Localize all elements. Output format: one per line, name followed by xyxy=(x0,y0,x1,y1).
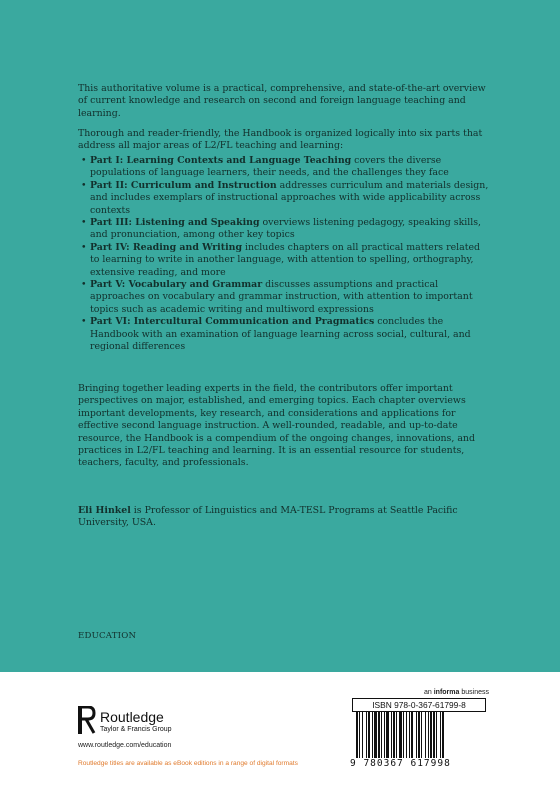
intro-paragraph: This authoritative volume is a practical, comprehensive, and state-of-the-art overview of current knowledge and research on second and foreign language teaching and learning. xyxy=(78,83,486,119)
part-title: Part VI: Intercultural Communication and Pragmatics xyxy=(90,316,375,328)
subject-category: EDUCATION xyxy=(78,631,137,641)
publisher-website: www.routledge.com/education xyxy=(78,742,172,749)
list-item: • Part III: Listening and Speaking overviews listening pedagogy, speaking skills, and pronunciation, among other key topics xyxy=(81,217,482,241)
list-item: • Part I: Learning Contexts and Language Teaching covers the diverse populations of language learners, their needs, and the challenges they face xyxy=(81,155,449,179)
part-title: Part III: Listening and Speaking xyxy=(90,217,260,229)
list-item: • Part VI: Intercultural Communication and Pragmatics concludes the Handbook with an examination of language learning across social, cultural, and regional differences xyxy=(81,316,471,353)
part-title: Part V: Vocabulary and Grammar xyxy=(90,279,263,291)
barcode-number: 9 780367 617998 xyxy=(350,758,451,769)
isbn-number: ISBN 978-0-367-61799-8 xyxy=(372,700,466,710)
part-title: Part I: Learning Contexts and Language Teaching xyxy=(90,155,352,166)
list-item: • Part IV: Reading and Writing includes chapters on all practical matters related to learning to write in another language, with attention to spelling, orthography, extensive reading, and more xyxy=(81,241,481,278)
part-description: includes chapters on all practical matters related to learning to write in another language, with attention to spelling, orthography, extensive reading, and more xyxy=(90,241,481,278)
publisher-group: Taylor & Francis Group xyxy=(100,726,172,733)
publisher-name: Routledge xyxy=(100,709,164,725)
publisher-logo xyxy=(78,706,278,740)
author-description: is Professor of Linguistics and MA-TESL Programs at Seattle Pacific University, USA. xyxy=(78,505,458,529)
isbn-box xyxy=(352,698,486,712)
ebook-note: Routledge titles are available as eBook editions in a range of digital formats xyxy=(78,760,298,767)
list-item: • Part V: Vocabulary and Grammar discusses assumptions and practical approaches on vocabulary and grammar instruction, with attention to important topics such as academic writing and multiword expressions xyxy=(81,279,473,315)
parts-list xyxy=(78,155,490,354)
part-title: Part II: Curriculum and Instruction xyxy=(90,179,277,191)
list-item: • Part II: Curriculum and Instruction addresses curriculum and materials design, and includes exemplars of instructional approaches with wide applicability across contexts xyxy=(81,179,489,216)
author-bio xyxy=(78,505,488,530)
part-description: overviews listening pedagogy, speaking skills, and pronunciation, among other key topics xyxy=(90,217,482,241)
part-description: addresses curriculum and materials design, and includes exemplars of instructional approaches with wide applicability across contexts xyxy=(90,179,489,216)
part-description: covers the diverse populations of language learners, their needs, and the challenges they face xyxy=(90,155,449,179)
barcode-icon xyxy=(352,712,486,758)
part-description: discusses assumptions and practical approaches on vocabulary and grammar instruction, with attention to important topics such as academic writing and multiword expressions xyxy=(90,279,473,315)
part-description: concludes the Handbook with an examination of language learning across social, cultural, and regional differences xyxy=(90,316,471,353)
informa-tagline: an informa business xyxy=(424,689,489,696)
part-title: Part IV: Reading and Writing xyxy=(90,241,243,253)
routledge-logo-icon xyxy=(78,706,96,734)
organization-paragraph: Thorough and reader-friendly, the Handbook is organized logically into six parts that address all major areas of L2/FL teaching and learning: xyxy=(78,128,483,152)
author-name: Eli Hinkel xyxy=(78,505,131,516)
contributors-paragraph: Bringing together leading experts in the field, the contributors offer important perspectives on major, established, and emerging topics. Each chapter overviews important developments, key research, and considerations and applications for effective second language instruction. A well-rounded, readable, and up-to-date resource, the Handbook is a compendium of the ongoing changes, innovations, and practices in L2/FL teaching and learning. It is an essential resource for students, teachers, faculty, and professionals. xyxy=(78,383,475,469)
